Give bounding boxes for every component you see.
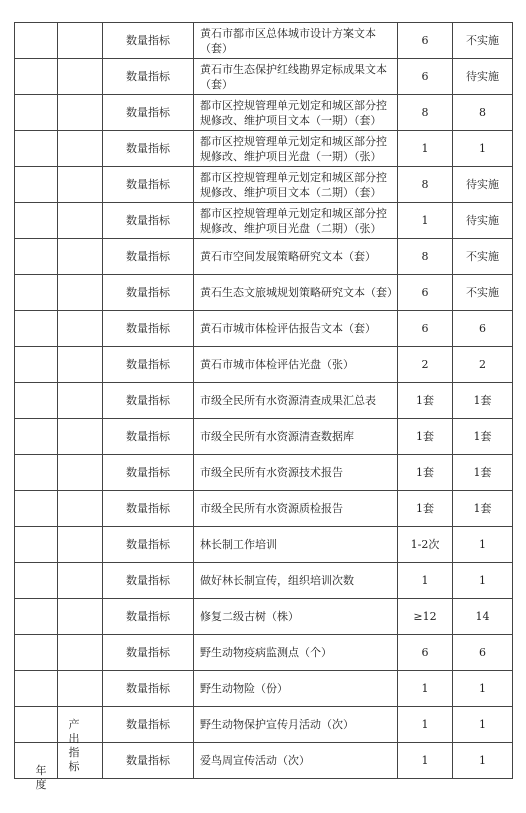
target-cell: 1	[398, 743, 453, 779]
category-cell: 数量指标	[103, 131, 194, 167]
target-cell: 1	[398, 707, 453, 743]
actual-cell: 6	[453, 311, 513, 347]
item-cell: 野生动物保护宣传月活动（次）	[194, 707, 398, 743]
table-row	[15, 455, 513, 491]
target-cell: 6	[398, 59, 453, 95]
actual-cell: 不实施	[453, 275, 513, 311]
category-cell: 数量指标	[103, 95, 194, 131]
output-column-cell	[58, 59, 103, 95]
target-cell: 1-2次	[398, 527, 453, 563]
output-column-cell	[58, 347, 103, 383]
item-cell: 野生动物险（份）	[194, 671, 398, 707]
target-cell: 1套	[398, 383, 453, 419]
category-cell: 数量指标	[103, 491, 194, 527]
target-cell: ≥12	[398, 599, 453, 635]
table-row	[15, 743, 513, 779]
category-cell: 数量指标	[103, 635, 194, 671]
table-row	[15, 599, 513, 635]
actual-cell: 2	[453, 347, 513, 383]
item-cell: 市级全民所有水资源清查成果汇总表	[194, 383, 398, 419]
category-cell: 数量指标	[103, 455, 194, 491]
year-column-cell	[15, 671, 58, 707]
item-cell: 做好林长制宣传，组织培训次数	[194, 563, 398, 599]
table-row	[15, 203, 513, 239]
table-row	[15, 527, 513, 563]
category-cell: 数量指标	[103, 563, 194, 599]
target-cell: 8	[398, 167, 453, 203]
target-cell: 1套	[398, 455, 453, 491]
year-column-cell	[15, 59, 58, 95]
year-column-cell	[15, 203, 58, 239]
table-row	[15, 95, 513, 131]
actual-cell: 1	[453, 563, 513, 599]
year-column-cell	[15, 563, 58, 599]
item-cell: 林长制工作培训	[194, 527, 398, 563]
category-cell: 数量指标	[103, 707, 194, 743]
year-column-cell	[15, 707, 58, 743]
category-cell: 数量指标	[103, 419, 194, 455]
item-cell: 黄石市城市体检评估报告文本（套）	[194, 311, 398, 347]
table-row	[15, 311, 513, 347]
output-column-cell	[58, 599, 103, 635]
year-column-cell	[15, 599, 58, 635]
table-row	[15, 23, 513, 59]
actual-cell: 1	[453, 527, 513, 563]
year-column-cell	[15, 635, 58, 671]
output-column-cell	[58, 527, 103, 563]
output-column-cell	[58, 275, 103, 311]
output-column-cell	[58, 455, 103, 491]
output-column-cell	[58, 95, 103, 131]
year-column-cell	[15, 383, 58, 419]
item-cell: 都市区控规管理单元划定和城区部分控规修改、维护项目光盘（二期）（张）	[194, 203, 398, 239]
actual-cell: 1套	[453, 491, 513, 527]
actual-cell: 待实施	[453, 203, 513, 239]
output-column-cell	[58, 167, 103, 203]
table-row	[15, 131, 513, 167]
year-label: 年度	[35, 764, 47, 791]
item-cell: 野生动物疫病监测点（个）	[194, 635, 398, 671]
output-column-cell	[58, 131, 103, 167]
table-row	[15, 707, 513, 743]
output-column-cell	[58, 203, 103, 239]
actual-cell: 14	[453, 599, 513, 635]
actual-cell: 1	[453, 671, 513, 707]
item-cell: 黄石市空间发展策略研究文本（套）	[194, 239, 398, 275]
item-cell: 市级全民所有水资源质检报告	[194, 491, 398, 527]
actual-cell: 1套	[453, 419, 513, 455]
actual-cell: 待实施	[453, 59, 513, 95]
year-column-cell	[15, 167, 58, 203]
actual-cell: 1套	[453, 455, 513, 491]
indicator-table	[14, 22, 513, 779]
category-cell: 数量指标	[103, 275, 194, 311]
item-cell: 市级全民所有水资源清查数据库	[194, 419, 398, 455]
output-column-cell	[58, 311, 103, 347]
table-row	[15, 383, 513, 419]
target-cell: 6	[398, 311, 453, 347]
actual-cell: 1	[453, 707, 513, 743]
output-column-cell	[58, 563, 103, 599]
item-cell: 市级全民所有水资源技术报告	[194, 455, 398, 491]
table-row	[15, 635, 513, 671]
year-column-cell	[15, 95, 58, 131]
table-row	[15, 671, 513, 707]
target-cell: 8	[398, 95, 453, 131]
actual-cell: 1	[453, 743, 513, 779]
target-cell: 1套	[398, 491, 453, 527]
category-cell: 数量指标	[103, 59, 194, 95]
target-cell: 1	[398, 671, 453, 707]
actual-cell: 待实施	[453, 167, 513, 203]
year-column-cell	[15, 419, 58, 455]
table-row	[15, 275, 513, 311]
table-row	[15, 59, 513, 95]
output-column-cell	[58, 491, 103, 527]
item-cell: 都市区控规管理单元划定和城区部分控规修改、维护项目光盘（一期）（张）	[194, 131, 398, 167]
target-cell: 1	[398, 131, 453, 167]
category-cell: 数量指标	[103, 239, 194, 275]
year-column-cell	[15, 347, 58, 383]
category-cell: 数量指标	[103, 527, 194, 563]
category-cell: 数量指标	[103, 347, 194, 383]
actual-cell: 不实施	[453, 239, 513, 275]
table-row	[15, 347, 513, 383]
year-column-cell	[15, 311, 58, 347]
category-cell: 数量指标	[103, 23, 194, 59]
target-cell: 6	[398, 635, 453, 671]
actual-cell: 不实施	[453, 23, 513, 59]
category-cell: 数量指标	[103, 599, 194, 635]
output-column-cell	[58, 23, 103, 59]
item-cell: 黄石市城市体检评估光盘（张）	[194, 347, 398, 383]
item-cell: 都市区控规管理单元划定和城区部分控规修改、维护项目文本（一期）（套）	[194, 95, 398, 131]
actual-cell: 6	[453, 635, 513, 671]
actual-cell: 1套	[453, 383, 513, 419]
output-column-cell	[58, 635, 103, 671]
category-cell: 数量指标	[103, 671, 194, 707]
category-cell: 数量指标	[103, 311, 194, 347]
target-cell: 6	[398, 23, 453, 59]
item-cell: 黄石生态文旅城规划策略研究文本（套）	[194, 275, 398, 311]
year-column-cell	[15, 275, 58, 311]
item-cell: 都市区控规管理单元划定和城区部分控规修改、维护项目文本（二期）（套）	[194, 167, 398, 203]
year-column-cell	[15, 23, 58, 59]
table-row	[15, 239, 513, 275]
output-column-cell	[58, 239, 103, 275]
item-cell: 修复二级古树（株）	[194, 599, 398, 635]
category-cell: 数量指标	[103, 383, 194, 419]
table-row	[15, 491, 513, 527]
item-cell: 爱鸟周宣传活动（次）	[194, 743, 398, 779]
target-cell: 8	[398, 239, 453, 275]
item-cell: 黄石市生态保护红线勘界定标成果文本（套）	[194, 59, 398, 95]
target-cell: 1	[398, 203, 453, 239]
table-row	[15, 563, 513, 599]
target-cell: 1套	[398, 419, 453, 455]
table-row	[15, 167, 513, 203]
category-cell: 数量指标	[103, 167, 194, 203]
output-column-cell	[58, 671, 103, 707]
actual-cell: 1	[453, 131, 513, 167]
output-column-cell	[58, 419, 103, 455]
output-indicator-label: 产出指标	[68, 718, 80, 773]
target-cell: 1	[398, 563, 453, 599]
year-column-cell	[15, 131, 58, 167]
table-row	[15, 419, 513, 455]
year-column-cell	[15, 491, 58, 527]
actual-cell: 8	[453, 95, 513, 131]
target-cell: 2	[398, 347, 453, 383]
target-cell: 6	[398, 275, 453, 311]
year-column-cell	[15, 239, 58, 275]
item-cell: 黄石市都市区总体城市设计方案文本（套）	[194, 23, 398, 59]
year-column-cell	[15, 455, 58, 491]
output-column-cell	[58, 383, 103, 419]
year-column-cell	[15, 527, 58, 563]
category-cell: 数量指标	[103, 743, 194, 779]
category-cell: 数量指标	[103, 203, 194, 239]
